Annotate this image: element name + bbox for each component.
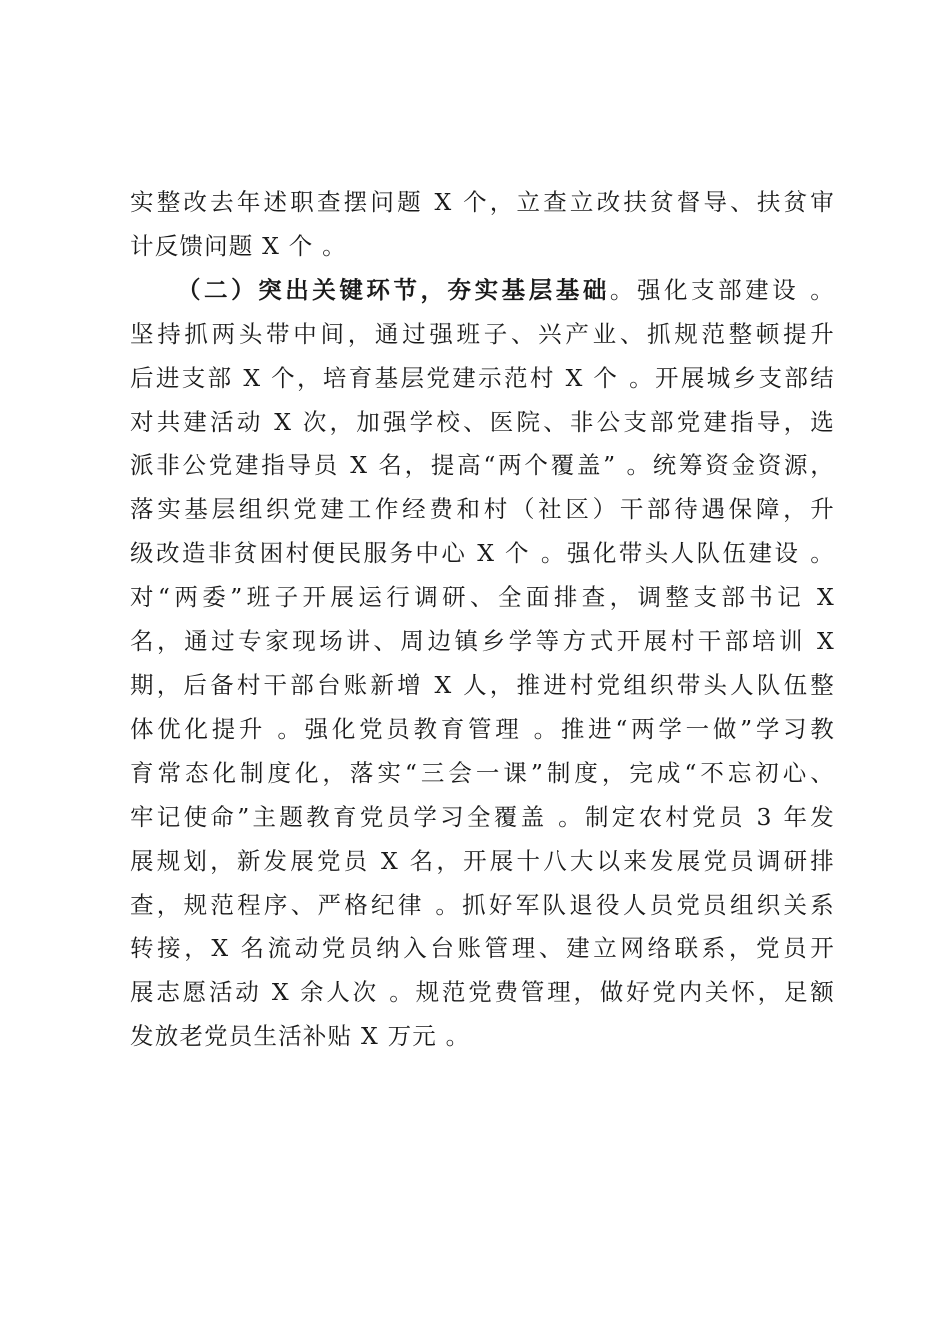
section-heading: （二）突出关键环节，夯实基层基础 (177, 275, 610, 304)
paragraph-line: 计反馈问题 X 个 。 (130, 231, 347, 260)
paragraph-line: 对共建活动 X 次，加强学校、医院、非公支部党建指导，选 (130, 407, 835, 436)
paragraph-line: 期，后备村干部台账新增 X 人，推进村党组织带头人队伍整 (130, 670, 835, 699)
paragraph-line: 实整改去年述职查摆问题 X 个，立查立改扶贫督导、扶贫审 (130, 188, 835, 216)
paragraph-line: 派非公党建指导员 X 名，提高“两个覆盖” 。统筹资金资源， (130, 451, 835, 480)
paragraph-line: 坚持抓两头带中间，通过强班子、兴产业、抓规范整顿提升 (130, 319, 835, 348)
paragraph-line: 展规划，新发展党员 X 名，开展十八大以来发展党员调研排 (130, 846, 835, 875)
paragraph-heading-line (130, 269, 835, 313)
paragraph-line: 发放老党员生活补贴 X 万元 。 (130, 1022, 471, 1051)
paragraph-line: 名，通过专家现场讲、周边镇乡学等方式开展村干部培训 X (130, 627, 835, 656)
paragraph-line: 级改造非贫困村便民服务中心 X 个 。强化带头人队伍建设 。 (130, 539, 835, 568)
paragraph-line: 落实基层组织党建工作经费和村（社区）干部待遇保障，升 (130, 495, 835, 524)
paragraph-line: 查，规范程序、严格纪律 。抓好军队退役人员党员组织关系 (130, 890, 835, 919)
paragraph-2 (130, 269, 835, 1059)
paragraph-line: 牢记使命”主题教育党员学习全覆盖 。制定农村党员 3 年发 (130, 802, 835, 831)
paragraph-line: 展志愿活动 X 余人次 。规范党费管理，做好党内关怀，足额 (130, 978, 835, 1007)
paragraph-line: 后进支部 X 个，培育基层党建示范村 X 个 。开展城乡支部结 (130, 363, 835, 392)
paragraph-line: 育常态化制度化，落实“三会一课”制度，完成“不忘初心、 (130, 758, 835, 787)
paragraph-line: 体优化提升 。强化党员教育管理 。推进“两学一做”学习教 (130, 714, 835, 743)
document-body (130, 181, 835, 1059)
section-heading-tail: 。强化支部建设 。 (609, 275, 835, 304)
paragraph-line: 对“两委”班子开展运行调研、全面排查，调整支部书记 X (130, 583, 835, 612)
paragraph-1 (130, 181, 835, 269)
paragraph-line: 转接，X 名流动党员纳入台账管理、建立网络联系，党员开 (130, 934, 835, 963)
